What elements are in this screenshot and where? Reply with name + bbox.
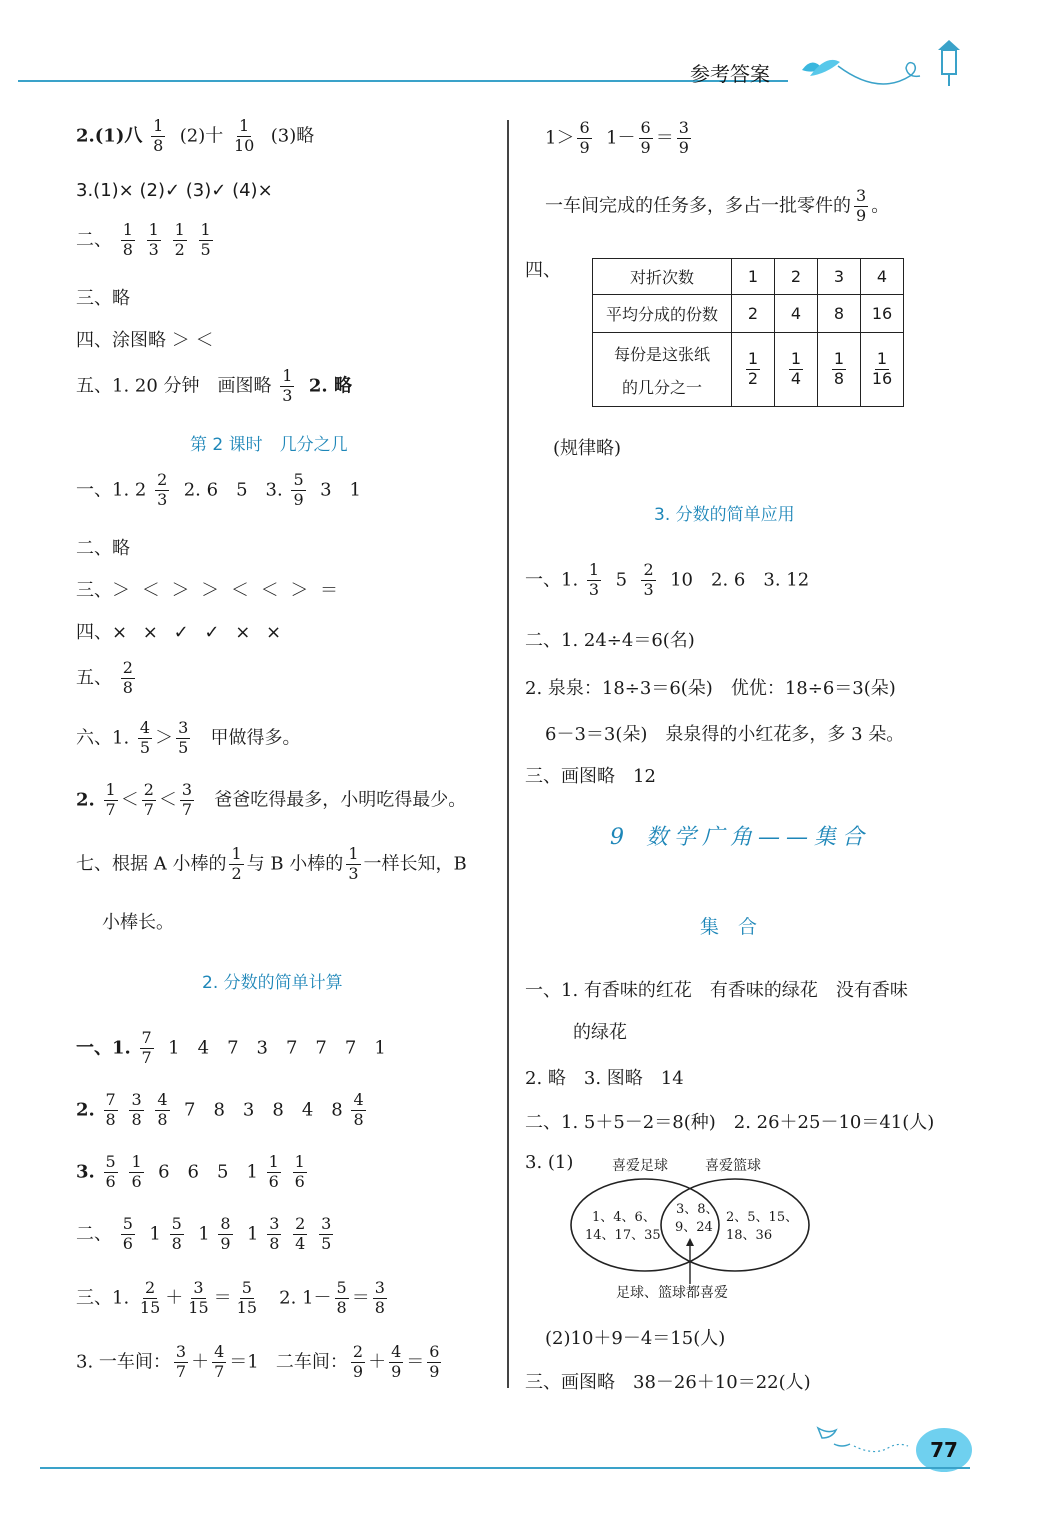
right-line-5: 一、1. $\frac{1}{3}$ 5 $\frac{2}{3}$ 10 2. 6 3. 12 <box>525 560 810 599</box>
venn-right-2: 18、36 <box>726 1228 773 1243</box>
right-line-8: 6－3＝3(朵) 泉泉得的小红花多，多 3 朵。 <box>545 724 905 745</box>
venn-bottom-label: 足球、篮球都喜爱 <box>616 1285 728 1301</box>
right-line-1: 1＞ $\frac{6}{9}$ 1－ $\frac{6}{9}$ ＝ $\frac{3}{9}$ <box>545 118 689 157</box>
section-heading: 第 2 课时 几分之几 <box>190 435 348 455</box>
header-title: 参考答案 <box>690 62 770 86</box>
column-divider <box>507 120 509 1388</box>
right-line-15: (2)10＋9－4＝15(人) <box>545 1328 726 1349</box>
right-line-6: 二、1. 24÷4＝6(名) <box>525 630 695 651</box>
left-line-18: 3. $\frac{5}{6}$ $\frac{1}{6}$ 6 6 5 1 $\frac{1}{6}$ $\frac{1}{6}$ <box>76 1152 305 1191</box>
left-line-14: 七、根据 A 小棒的 $\frac{1}{2}$ 与 B 小棒的 $\frac{1}{3}$ 一样长知，B <box>76 844 467 883</box>
left-line-5: 四、涂图略 ＞ ＜ <box>76 330 214 351</box>
left-line-9: 三、＞ ＜ ＞ ＞ ＜ ＜ ＞ ＝ <box>76 580 339 601</box>
venn-left-1: 1、4、6、 <box>592 1210 656 1225</box>
left-line-21: 3. 一车间： $\frac{3}{7}$ ＋ $\frac{4}{7}$ ＝1 二车间： $\frac{2}{9}$ ＋ $\frac{4}{9}$ ＝ $\frac{6}{9}$ <box>76 1342 440 1381</box>
right-line-3: 四、 <box>525 260 561 281</box>
venn-mid-1: 3、8、 <box>676 1202 719 1217</box>
left-line-6: 五、1. 20 分钟 画图略 $\frac{1}{3}$ 2. 略 <box>76 366 352 405</box>
left-line-10: 四、× × ✓ ✓ × × <box>76 622 282 643</box>
section-heading: 3. 分数的简单应用 <box>654 505 795 525</box>
right-line-4: (规律略) <box>553 438 622 459</box>
right-line-16: 三、画图略 38－26＋10＝22(人) <box>525 1372 811 1393</box>
fraction: $\frac{1}{8}$ <box>153 116 164 155</box>
left-line-17: 2. $\frac{7}{8}$ $\frac{3}{8}$ $\frac{4}{8}$ 7 8 3 8 4 8 $\frac{4}{8}$ <box>76 1090 364 1129</box>
header-rule <box>18 80 788 82</box>
left-line-13: 2. $\frac{1}{7}$ ＜ $\frac{2}{7}$ ＜ $\frac{3}{7}$ 爸爸吃得最多，小明吃得最少。 <box>76 780 467 819</box>
right-line-12: 2. 略 3. 图略 14 <box>525 1068 684 1089</box>
right-line-11: 的绿花 <box>573 1022 627 1043</box>
fraction: $\frac{1}{10}$ <box>233 116 255 155</box>
bird-decoration <box>810 1420 920 1460</box>
right-line-14: 3. (1) <box>525 1152 574 1173</box>
left-line-12: 六、1. $\frac{4}{5}$ ＞ $\frac{3}{5}$ 甲做得多。 <box>76 718 301 757</box>
right-line-10: 一、1. 有香味的红花 有香味的绿花 没有香味 <box>525 980 908 1001</box>
venn-right-1: 2、5、15、 <box>726 1210 799 1225</box>
butterfly-lamp-decoration <box>792 36 972 96</box>
right-line-2: 一车间完成的任务多，多占一批零件的 $\frac{3}{9}$ 。 <box>545 186 890 225</box>
left-line-7: 一、1. 2 $\frac{2}{3}$ 2. 6 5 3. $\frac{5}{9}$ 3 1 <box>76 470 361 509</box>
left-line-3: 二、 $\frac{1}{8}$ $\frac{1}{3}$ $\frac{1}{2}$ $\frac{1}{5}$ <box>76 220 211 259</box>
unit-heading: 9 数学广角——集合 <box>610 825 871 850</box>
left-line-11: 五、 $\frac{2}{8}$ <box>76 658 133 697</box>
venn-right-label: 喜爱篮球 <box>705 1158 761 1174</box>
venn-left-label: 喜爱足球 <box>612 1158 668 1174</box>
left-line-1: 2.(1)八 $\frac{1}{8}$ (2)十 $\frac{1}{10}$ (3)略 <box>76 116 315 155</box>
left-line-16: 一、1. $\frac{7}{7}$ 1 4 7 3 7 7 7 1 <box>76 1028 386 1067</box>
left-line-4: 三、略 <box>76 288 130 309</box>
right-line-13: 二、1. 5＋5－2＝8(种) 2. 26＋25－10＝41(人) <box>525 1112 935 1133</box>
fold-table: 对折次数 1 2 3 4 平均分成的份数 2 4 8 16 每份是这张纸 的几分之一 $\frac{1}{2}$ $\frac{1}{4}$ $\frac{1}{8}$ $\frac{1}{16}$ <box>592 258 904 407</box>
section-heading: 2. 分数的简单计算 <box>202 973 343 993</box>
footer-rule <box>40 1467 970 1469</box>
page-number: 77 <box>916 1428 972 1472</box>
left-line-8: 二、略 <box>76 538 130 559</box>
right-line-9: 三、画图略 12 <box>525 766 656 787</box>
left-line-19: 二、 $\frac{5}{6}$ 1 $\frac{5}{8}$ 1 $\frac{8}{9}$ 1 $\frac{3}{8}$ $\frac{2}{4}$ $\frac{3}{5}$ <box>76 1214 332 1253</box>
venn-mid-2: 9、24 <box>675 1220 713 1235</box>
left-line-2: 3.(1)× (2)✓ (3)✓ (4)× <box>76 180 273 201</box>
right-line-7: 2. 泉泉：18÷3＝6(朵) 优优：18÷6＝3(朵) <box>525 678 896 699</box>
venn-left-2: 14、17、35 <box>585 1228 661 1243</box>
section-heading: 集 合 <box>700 916 758 938</box>
left-line-20: 三、1. $\frac{2}{15}$ ＋ $\frac{3}{15}$ ＝ $\frac{5}{15}$ 2. 1－ $\frac{5}{8}$ ＝ $\frac{3}{8}$ <box>76 1278 385 1317</box>
left-line-15: 小棒长。 <box>102 912 174 933</box>
